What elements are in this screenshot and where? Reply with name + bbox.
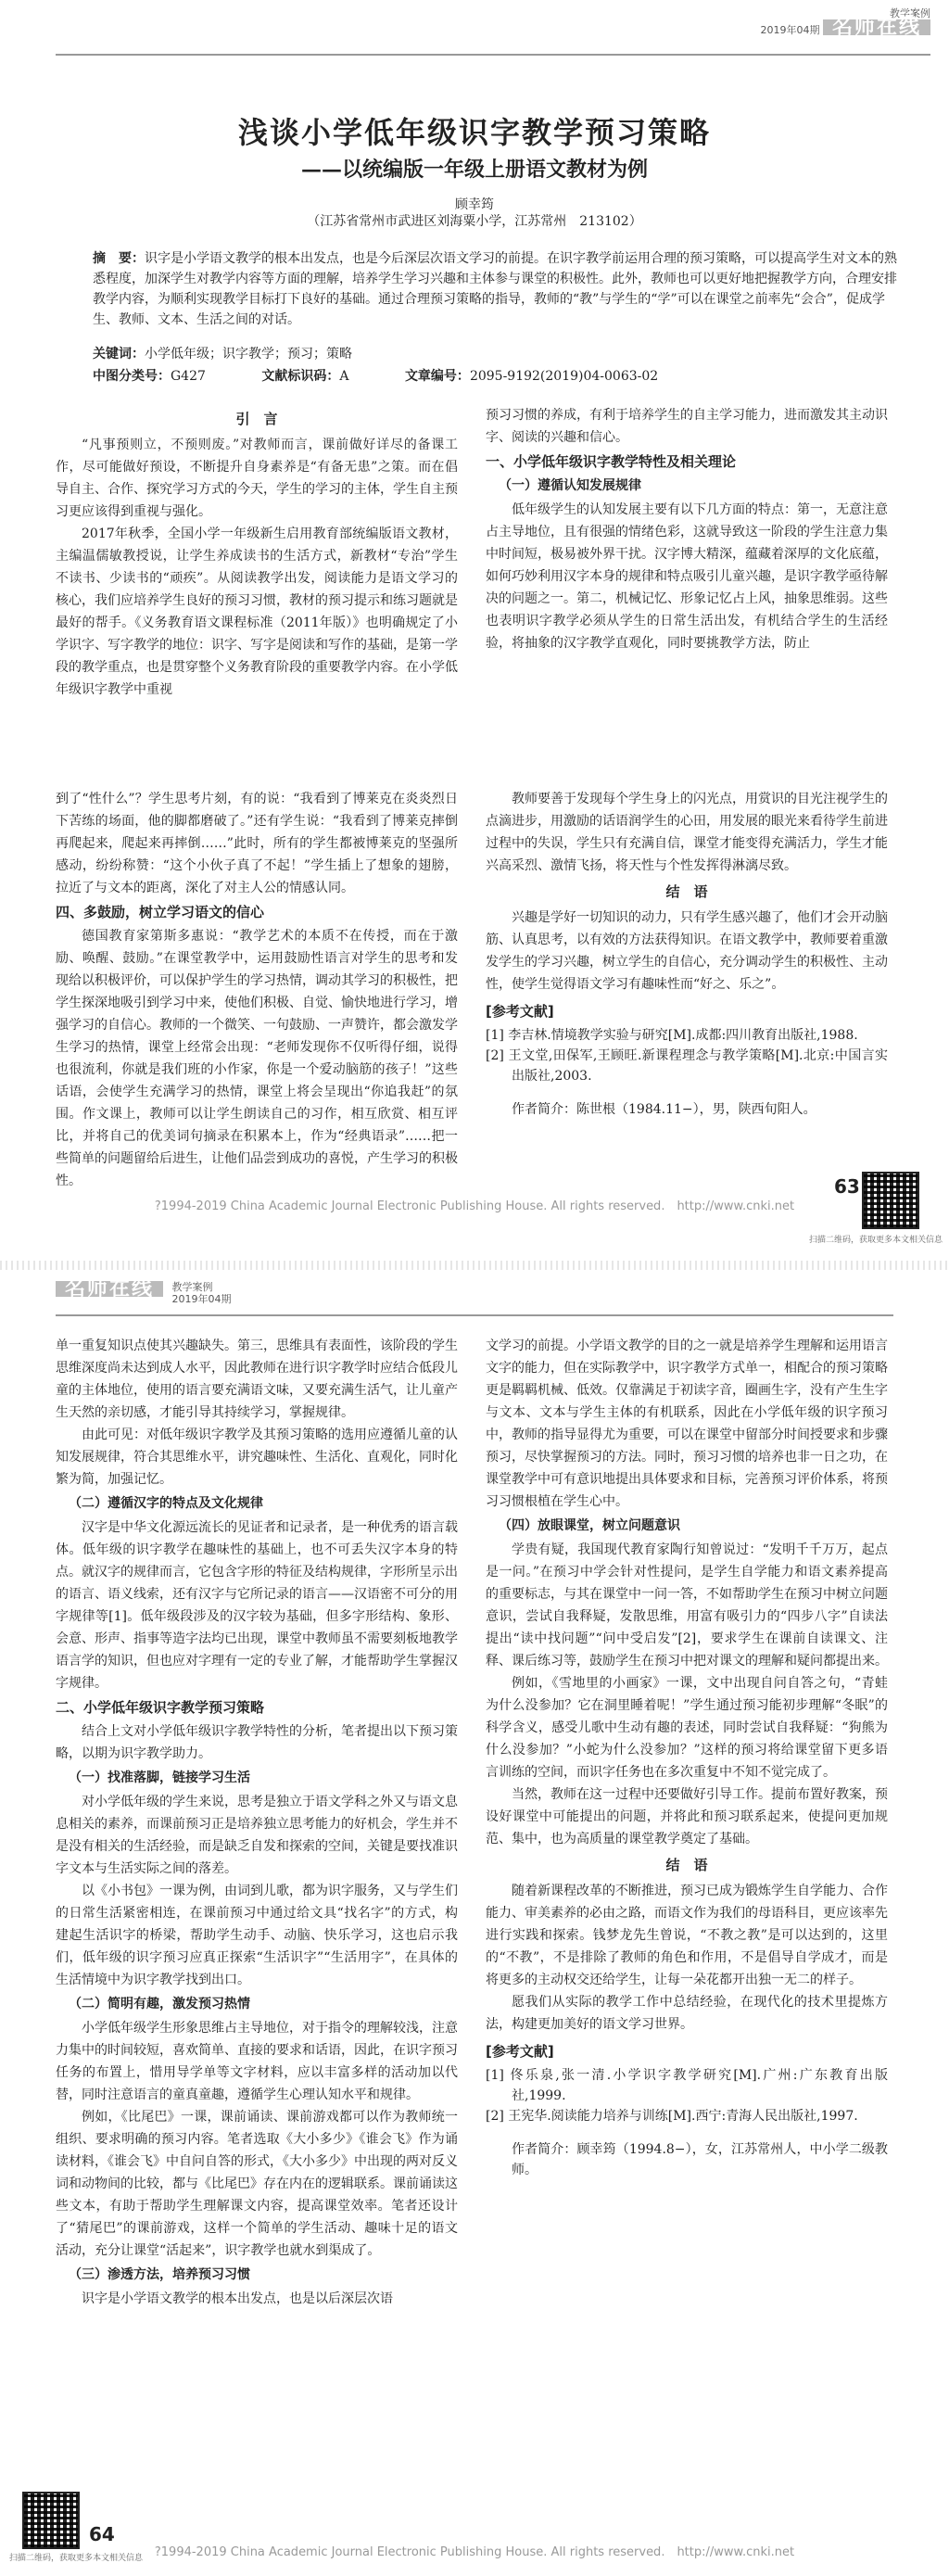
subsection-heading: （二）简明有趣，激发预习热情: [69, 1997, 250, 2011]
paragraph: 学贵有疑，我国现代教育家陶行知曾说过：“发明千千万万，起点是一问。”在预习中学会针对性提问，是学生自学能力和语文素养提高的重要标志，与其在课堂中一问一答，不如帮助学生在预习中树立问题意识，尝试自我释疑，发散思维，用富有吸引力的“四步八字”自读法提出“读中找问题”“问中受启发”[2]，要求学生在课前自读课文、注释、课后练习等，鼓励学生在预习中把对课文的理解和疑问都提出来。: [486, 1542, 888, 1669]
article-title: 浅谈小学低年级识字教学预习策略: [237, 115, 711, 150]
paragraph: 文学习的前提。小学语文教学的目的之一就是培养学生理解和运用语言文字的能力，但在实际教学中，识字教学方式单一，相配合的预习策略更是羁羁机械、低效。仅靠满足于初读字音，圈画生字，没有产生生字与文本、文本与学生主体的有机联系，因此在小学低年级的识字预习中，教师的指导显得尤为重要，可以在课堂中留部分时间授要求和步骤预习，尽快掌握预习的方法。同时，预习习惯的培养也非一日之功，在课堂教学中可有意识地提出具体要求和目标，完善预习评价体系，将预习习惯根植在学生心中。: [486, 1339, 888, 1509]
copyright-footer: ?1994-2019 China Academic Journal Electronic Publishing House. All rights reserved. http://www.cnki.net: [154, 2545, 795, 2559]
page-number: 64: [89, 2523, 115, 2545]
page-header: [56, 1277, 232, 1305]
reference-item: [1] 佟乐泉,张一清.小学识字教学研究[M].广州:广东教育出版社,1999.: [486, 2068, 888, 2103]
reference-item: [2] 王文堂,田保军,王顾旺.新课程理念与教学策略[M].北京:中国言实出版社,2003.: [486, 1048, 888, 1084]
references: [486, 2041, 888, 2126]
author-bio: 作者简介：顾幸筠（1994.8−），女，江苏常州人，中小学二级教师。: [512, 2142, 888, 2177]
paragraph: “凡事预则立，不预则废。”对教师而言，课前做好详尽的备课工作，尽可能做好预设，不断提升自身素养是“有备无患”之策。而在倡导自主、合作、探究学习方式的今天，学生的学习的主体，学生自主预习更应该得到重视与强化。: [56, 438, 458, 519]
classification-line: [93, 367, 908, 386]
section-heading-conclusion: 结 语: [665, 1857, 708, 1873]
page-header: [760, 7, 930, 39]
paragraph: 到了“性什么”？学生思考片刻，有的说：“我看到了博莱克在炎炎烈日下苦练的场面，他的脚都磨破了。”还有学生说：“我看到了博莱克摔倒再爬起来，爬起来再摔倒……”此时，所有的学生都被博莱克的坚强所感动，纷纷称赞：“这个小伙子真了不起！”学生插上了想象的翅膀，拉近了与文本的距离，深化了对主人公的情感认同。: [56, 792, 458, 895]
paragraph: 汉字是中华文化源远流长的见证者和记录者，是一种优秀的语言载体。低年级的识字教学在趣味性的基础上，也不可丢失汉字本身的特点。就汉字的规律而言，它包含字形的特征及结构规律，字形所呈示出的语言、语义线索，还有汉字与它所记录的语言——汉语密不可分的用字规律等[1]。低年级段涉及的汉字较为基础，但多字形结构、象形、会意、形声、指事等造字法均已出现，课堂中教师虽不需要刻板地教学语言学的知识，但也应对字理有一定的专业了解，才能帮助学生掌握汉字规律。: [56, 1520, 458, 1691]
section-heading-1: 一、小学低年级识字教学特性及相关理论: [486, 453, 737, 470]
subsection-heading: （一）遵循认知发展规律: [499, 478, 641, 493]
article-subtitle: ——以统编版一年级上册语文教材为例: [300, 158, 648, 182]
section-heading-intro: 引 言: [235, 411, 278, 427]
section-heading-conclusion: 结 语: [665, 883, 708, 900]
paragraph: 当然，教师在这一过程中还要做好引导工作。提前布置好教案，预设好课堂中可能提出的问题，并将此和预习联系起来，使提问更加规范、集中，也为高质量的课堂教学奠定了基础。: [486, 1787, 888, 1846]
p2-right-column: [486, 1335, 888, 2180]
references-title: [参考文献]: [486, 2043, 554, 2060]
section-heading-4: 四、多鼓励，树立学习语文的信心: [56, 904, 265, 920]
qr-code-icon[interactable]: [862, 1172, 919, 1229]
class-no: G427: [171, 369, 206, 384]
references-title: [参考文献]: [486, 1003, 554, 1020]
p1-left-column-bottom: [56, 788, 458, 1192]
journal-issue: 2019年04期: [760, 24, 820, 36]
doc-code: A: [339, 369, 349, 384]
paragraph: 低年级学生的认知发展主要有以下几方面的特点：第一，无意注意占主导地位，且有很强的情绪色彩，这就导致这一阶段的学生注意力集中时间短，极易被外界干扰。汉字博大精深，蕴藏着深厚的文化底蕴，如何巧妙利用汉字本身的规律和特点吸引儿童兴趣，是识字教学亟待解决的问题之一。第二，机械记忆、形象记忆占上风，抽象思维弱。这些也表明识字教学必须从学生的日常生活出发，有机结合学生的生活经验，将抽象的汉字教学直观化，同时要挑教学方法，防止: [486, 502, 888, 651]
subsection-heading: （二）遵循汉字的特点及文化规律: [69, 1496, 263, 1511]
doc-code-label: 文献标识码：: [261, 369, 340, 384]
paragraph: 德国教育家第斯多惠说：“教学艺术的本质不在传授，而在于激励、唤醒、鼓励。”在课堂教学中，运用鼓励性语言对学生的思考和发现给以积极评价，可以保护学生的学习热情，调动其学习的积极性，把学生探深地吸引到学习中来，使他们积极、自觉、愉快地进行学习，增强学习的自信心。教师的一个微笑、一句鼓励、一声赞许，都会激发学生学习的热情，课堂上经常会出现：“老师发现你不仅听得仔细，说得也很流利，你就是我们班的小作家，你是一个爱动脑筋的孩子！”这些话语，会使学生充满学习的热情，课堂上将会呈现出“你追我赶”的氛围。作文课上，教师可以让学生朗读自己的习作，相互欣赏、相互评比，并将自己的优美词句摘录在积累本上，作为“经典语录”……把一些简单的问题留给后进生，让他们品尝到成功的喜悦，产生学习的积极性。: [56, 929, 458, 1188]
p1-right-column-bottom: [486, 788, 888, 1120]
references: [486, 1001, 888, 1086]
author-affiliation: （江苏省常州市武进区刘海粟小学，江苏常州 213102）: [307, 214, 642, 229]
subsection-heading: （三）渗透方法，培养预习习惯: [69, 2267, 250, 2282]
article-no: 2095-9192(2019)04-0063-02: [469, 369, 659, 384]
qr-caption: 扫描二维码，获取更多本文相关信息: [9, 2554, 144, 2563]
copyright-footer: ?1994-2019 China Academic Journal Electronic Publishing House. All rights reserved. http://www.cnki.net: [154, 1199, 795, 1213]
reference-item: [1] 李吉林.情境教学实验与研究[M].成都:四川教育出版社,1988.: [486, 1028, 858, 1043]
paragraph: 教师要善于发现每个学生身上的闪光点，用赏识的目光注视学生的点滴进步，用激励的话语润学生的心田，用发展的眼光来看待学生前进过程中的失误，学生只有充满自信，课堂才能变得充满活力，学生才能兴高采烈、激情飞扬，将天性与个性发挥得淋漓尽致。: [486, 792, 888, 873]
page-number: 63: [834, 1175, 860, 1198]
author-name: 顾幸筠: [455, 197, 494, 212]
header-divider: [56, 54, 930, 56]
article-no-label: 文章编号：: [404, 369, 470, 384]
p1-left-column-top: [56, 404, 458, 701]
paragraph: 愿我们从实际的教学工作中总结经验，在现代化的技术里提炼方法，构建更加美好的语文学习世界。: [486, 1995, 888, 2032]
paragraph: 例如，《比尾巴》一课，课前诵读、课前游戏都可以作为教师统一组织、要求明确的预习内容。笔者选取《大小多少》《谁会飞》作为诵读材料，《谁会飞》中自问自答的形式，《大小多少》中出现的两对反义词和动物间的比较，都与《比尾巴》存在内在的逻辑联系。课前诵读这些文本，有助于帮助学生理解课文内容，提高课堂效率。笔者还设计了“猜尾巴”的课前游戏，这样一个简单的学生活动、趣味十足的语文活动，充分让课堂“活起来”，识字教学也就水到渠成了。: [56, 2110, 458, 2258]
keywords: [93, 345, 908, 363]
paragraph: 由此可见：对低年级识字教学及其预习策略的选用应遵循儿童的认知发展规律，符合其思维水平，讲究趣味性、生活化、直观化，同时化繁为简，加强记忆。: [56, 1428, 458, 1487]
abstract-text: 识字是小学语文教学的根本出发点，也是今后深层次语文学习的前提。在识字教学前运用合理的预习策略，可以提高学生对文本的熟悉程度，加深学生对教学内容等方面的理解，培养学生学习兴趣和主体参与课堂的积极性。此外，教师也可以更好地把握教学方向，合理安排教学内容，为顺利实现教学目标打下良好的基础。通过合理预习策略的指导，教师的“教”与学生的“学”可以在课堂之前率先“会合”，促成学生、教师、文本、生活之间的对话。: [93, 251, 897, 327]
header-divider: [56, 1314, 893, 1316]
abstract: [93, 248, 908, 330]
qr-caption: 扫描二维码，获取更多本文相关信息: [808, 1236, 943, 1245]
journal-issue: 2019年04期: [171, 1293, 232, 1305]
journal-logo: 名师在线: [823, 19, 930, 35]
keywords-label: 关键词：: [93, 347, 145, 362]
section-heading-2: 二、小学低年级识字教学预习策略: [56, 1699, 265, 1716]
paragraph: 随着新课程改革的不断推进，预习已成为锻炼学生自学能力、合作能力、审美素养的必由之路，而语文作为我们的母语科目，更应该率先进行实践和探索。钱梦龙先生曾说，“不教之教”是可以达到的，这里的“不教”，不是排除了教师的角色和作用，不是倡导自学成才，而是将更多的主动权交还给学生，让每一朵花都开出独一无二的样子。: [486, 1884, 888, 1987]
paragraph: 例如，《雪地里的小画家》一课，文中出现自问自答之句，“青蛙为什么没参加？它在洞里睡着呢！”学生通过预习能初步理解“冬眠”的科学含义，感受儿歌中生动有趣的表述，同时尝试自我释疑：“狗熊为什么没参加？”小蛇为什么没参加？”这样的预习将给课堂留下更多语言训练的空间，而识字任务也在多次重复中不知不觉完成了。: [486, 1676, 888, 1780]
class-no-label: 中图分类号：: [93, 369, 171, 384]
author-bio: 作者简介：陈世根（1984.11−），男，陕西旬阳人。: [512, 1102, 816, 1117]
paragraph: 兴趣是学好一切知识的动力，只有学生感兴趣了，他们才会开动脑筋、认真思考，以有效的方法获得知识。在语文教学中，教师要着重激发学生的学习兴趣，树立学生的自信心，充分调动学生的积极性、主动性，使学生觉得语文学习有趣味性而“好之、乐之”。: [486, 910, 888, 992]
paragraph: 小学低年级学生形象思维占主导地位，对于指令的理解较浅，注意力集中的时间较短，喜欢简单、直接的要求和话语，因此，在识字预习任务的布置上，惜用导学单等文字材料，应以丰富多样的活动加以代替，同时注意语言的童真童趣，遵循学生心理认知水平和规律。: [56, 2021, 458, 2102]
journal-section: 教学案例: [890, 7, 930, 19]
reference-item: [2] 王宪华.阅读能力培养与训练[M].西宁:青海人民出版社,1997.: [486, 2109, 858, 2124]
paragraph: 对小学低年级的学生来说，思考是独立于语文学科之外又与语文息息相关的素养，而课前预习正是培养独立思考能力的好机会，学生并不是没有相关的生活经验，而是缺乏自发和探索的空间，关键是要找准识字文本与生活实际之间的落差。: [56, 1795, 458, 1876]
page-64: [0, 1270, 949, 2576]
p2-left-column: [56, 1335, 458, 2310]
subsection-heading: （一）找准落脚，链接学习生活: [69, 1770, 250, 1785]
keywords-text: 小学低年级；识字教学；预习；策略: [145, 347, 352, 362]
qr-code-icon[interactable]: [22, 2492, 80, 2549]
paragraph: 识字是小学语文教学的根本出发点，也是以后深层次语: [82, 2291, 393, 2306]
paragraph: 2017年秋季，全国小学一年级新生启用教育部统编版语文教材，主编温儒敏教授说，让学生养成读书的生活方式，新教材“专治”学生不读书、少读书的“顽疾”。从阅读教学出发，阅读能力是语文学习的核心，我们应培养学生良好的预习习惯，教材的预习提示和练习题就是最好的帮手。《义务教育语文课程标准（2011年版）》也明确规定了小学识字、写字教学的地位：识字、写字是阅读和写作的基础，是第一学段的教学重点，也是贯穿整个义务教育阶段的重要教学内容。在小学低年级识字教学中重视: [56, 527, 458, 697]
page-63: [0, 0, 949, 1270]
abstract-label: 摘 要：: [93, 251, 145, 266]
journal-section: 教学案例: [171, 1281, 213, 1293]
paragraph: 预习习惯的养成，有利于培养学生的自主学习能力，进而激发其主动识字、阅读的兴趣和信心。: [486, 408, 888, 445]
paragraph: 结合上文对小学低年级识字教学特性的分析，笔者提出以下预习策略，以期为识字教学助力。: [56, 1724, 458, 1761]
paragraph: 单一重复知识点使其兴趣缺失。第三，思维具有表面性，该阶段的学生思维深度尚未达到成人水平，因此教师在进行识字教学时应结合低段儿童的主体地位，使用的语言要充满语文味，又要充满生活气，让儿童产生天然的亲切感，才能引导其持续学习，掌握规律。: [56, 1339, 458, 1420]
p1-right-column-top: [486, 404, 888, 654]
paragraph: 以《小书包》一课为例，由词到儿歌，都为识字服务，又与学生们的日常生活紧密相连，在课前预习中通过给文具“找名字”的方式，构建起生活识字的桥梁，帮助学生动手、动脑、快乐学习，这也启示我们，低年级的识字预习应真正探索“生活识字”“生活用字”，在具体的生活情境中为识字教学找到出口。: [56, 1884, 458, 1987]
subsection-heading: （四）放眼课堂，树立问题意识: [499, 1518, 680, 1533]
journal-logo: 名师在线: [56, 1281, 163, 1297]
